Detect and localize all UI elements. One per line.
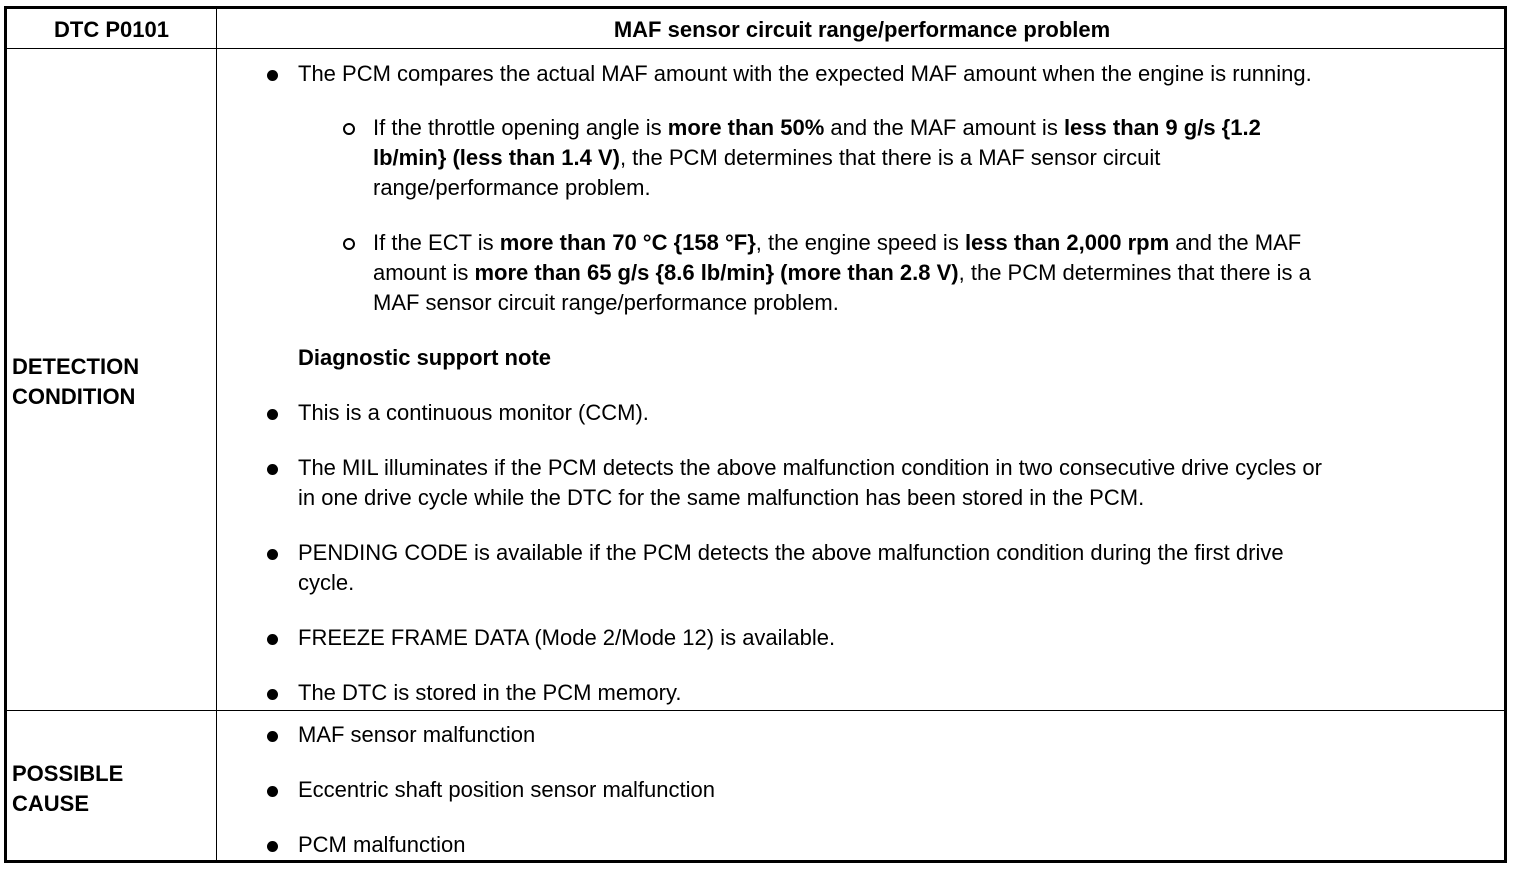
sub1-text-b: and the MAF amount is [824,115,1064,140]
detection-label-line1: DETECTION [12,354,140,379]
dtc-table [4,6,1507,863]
bullet-icon [267,689,278,700]
sub2-text-c: and the MAF [1169,230,1302,255]
bullet-icon [267,634,278,645]
note-item: FREEZE FRAME DATA (Mode 2/Mode 12) is available. [298,625,836,650]
circle-bullet-icon [343,123,355,135]
possible-cause-label [12,759,123,819]
sub1-bold-c: lb/min} (less than 1.4 V) [373,145,620,170]
sub2-bold-b: less than 2,000 rpm [964,230,1170,255]
detection-label-line2: CONDITION [12,384,136,409]
dtc-code: DTC P0101 [54,17,169,42]
bullet-icon [267,731,278,742]
note-item: This is a continuous monitor (CCM). [298,400,649,425]
note-item: The DTC is stored in the PCM memory. [298,680,682,705]
sub2-text-e: , the PCM determines that there is a [958,260,1311,285]
sub1-bold-a: more than 50% [667,115,825,140]
sub2-bold-a: more than 70 °C {158 °F} [499,230,756,255]
sub1-text-c: , the PCM determines that there is a MAF sensor circuit [619,145,1161,170]
bullet-icon [267,549,278,560]
column-divider [216,9,217,860]
detection-intro: The PCM compares the actual MAF amount with the expected MAF amount when the engine is running. [298,61,1312,86]
circle-bullet-icon [343,238,355,250]
cause-item: Eccentric shaft position sensor malfunction [298,777,715,802]
note-item [298,538,1284,598]
bullet-icon [267,464,278,475]
sub1-bold-b: less than 9 g/s {1.2 [1063,115,1261,140]
note-line: in one drive cycle while the DTC for the same malfunction has been stored in the PCM. [298,485,1145,510]
sub2-text-d: amount is [373,260,475,285]
bullet-icon [267,841,278,852]
bullet-icon [267,70,278,81]
dtc-title: MAF sensor circuit range/performance problem [613,17,1111,42]
cause-item: MAF sensor malfunction [298,722,536,747]
bullet-icon [267,409,278,420]
bullet-icon [267,786,278,797]
note-line: The MIL illuminates if the PCM detects the above malfunction condition in two consecutive drive cycles or [298,455,1322,480]
note-line: cycle. [298,570,355,595]
header-divider [7,48,1504,49]
cause-item: PCM malfunction [298,832,466,857]
possible-cause-label-line1: POSSIBLE [12,761,124,786]
sub2-text-a: If the ECT is [373,230,500,255]
sub2-text-b: , the engine speed is [755,230,965,255]
sub-condition-2 [373,228,1311,318]
sub-condition-1 [373,113,1261,203]
row-divider [7,710,1504,711]
detection-label [12,352,139,412]
sub1-text-d: range/performance problem. [373,175,651,200]
note-heading: Diagnostic support note [298,345,551,370]
sub2-text-f: MAF sensor circuit range/performance problem. [373,290,839,315]
sub2-bold-c: more than 65 g/s {8.6 lb/min} (more than 2.8 V) [474,260,959,285]
sub1-text-a: If the throttle opening angle is [373,115,668,140]
note-item [298,453,1322,513]
possible-cause-label-line2: CAUSE [12,791,90,816]
note-line: PENDING CODE is available if the PCM detects the above malfunction condition during the first drive [298,540,1284,565]
